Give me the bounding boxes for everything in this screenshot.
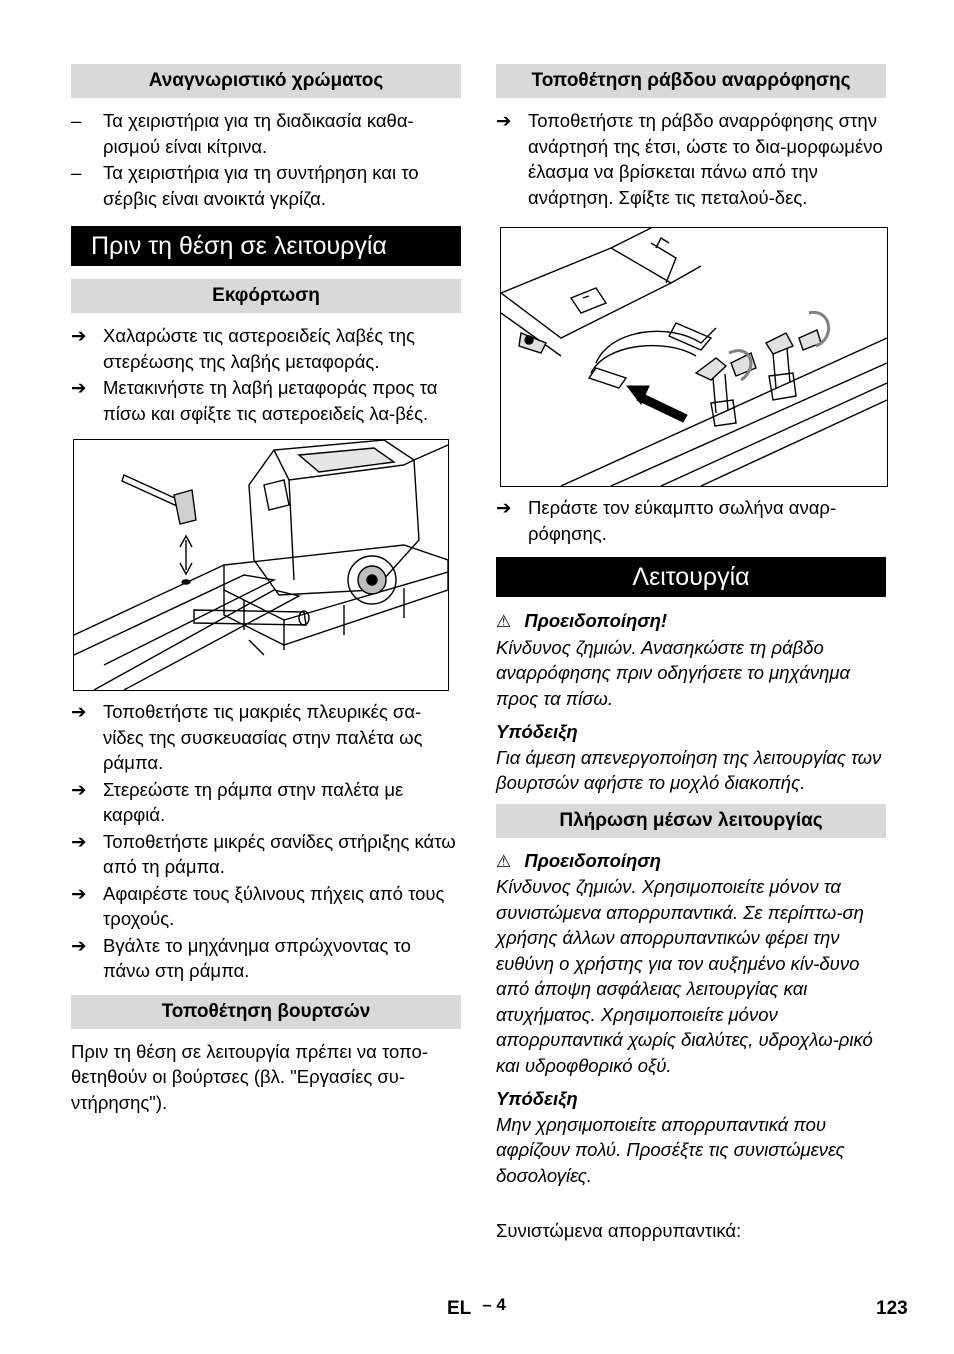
arrow-icon: ➔ (71, 325, 87, 346)
list-item: – Τα χειριστήρια για τη συντήρηση και το σέρβις είναι ανοικτά γκρίζα. (71, 162, 419, 209)
section-heading-install-brushes: Τοποθέτηση βουρτσών (71, 995, 461, 1029)
warning-label: Προειδοποίηση (524, 849, 661, 871)
chapter-heading-operation: Λειτουργία (496, 557, 886, 597)
warning-icon: ⚠ (496, 851, 512, 871)
suction-bar-steps-b (496, 495, 886, 546)
figure-suction-bar (500, 227, 888, 487)
unloading-steps-a (71, 323, 461, 426)
figure-unloading-ramp (73, 439, 449, 691)
section-page: – 4 (482, 1295, 506, 1314)
warning-icon: ⚠ (496, 612, 512, 631)
section-heading-fill-consumables: Πλήρωση μέσων λειτουργίας (496, 804, 886, 838)
list-item: ➔ Περάστε τον εύκαμπτο σωλήνα αναρ-ρόφησης. (496, 497, 837, 544)
arrow-icon: ➔ (496, 497, 512, 518)
list-item: ➔ Τοποθετήστε μικρές σανίδες στήριξης κάτω από τη ράμπα. (71, 830, 456, 877)
list-item: ➔ Βγάλτε το μηχάνημα σπρώχνοντας το πάνω στη ράμπα. (71, 934, 411, 981)
chapter-heading-before-startup: Πριν τη θέση σε λειτουργία (71, 226, 461, 266)
section-heading-color-id: Αναγνωριστικό χρώματος (71, 64, 461, 98)
suction-bar-steps-a (496, 108, 886, 210)
warning-text: Κίνδυνος ζημιών. Χρησιμοποιείτε μόνον τα συνιστώμενα απορρυπαντικά. Σε περίπτω-ση χρήσης άλλων απορρυπαντικών φέρει την ευθύνη ο χρήστης για τον αυξημένο κίν-δυνο από άποψη ασφάλειας λειτουργίας και ατυχήματος. Χρησιμοποιείτε μόνον απορρυπαντικά χωρίς διαλύτες, υδροχλω-ρικό και υδροφθορικό οξύ. (496, 876, 873, 1076)
list-item: ➔ Αφαιρέστε τους ξύλινους πήχεις από τους τροχούς. (71, 882, 445, 929)
recommended-detergents-label: Συνιστώμενα απορρυπαντικά: (496, 1220, 742, 1241)
right-column (496, 64, 886, 1252)
list-item: – Τα χειριστήρια για τη διαδικασία καθα-ρισμού είναι κίτρινα. (71, 110, 414, 157)
note-label: Υπόδειξη (496, 721, 578, 742)
language-code: EL (447, 1298, 471, 1319)
section-heading-unloading: Εκφόρτωση (71, 279, 461, 313)
arrow-icon: ➔ (71, 377, 87, 398)
dash-marker: – (71, 162, 82, 183)
arrow-icon: ➔ (496, 110, 512, 131)
note-text: Μην χρησιμοποιείτε απορρυπαντικά που αφρίζουν πολύ. Προσέξτε τις συνιστώμενες δοσολογίες. (496, 1113, 845, 1186)
list-item: ➔ Χαλαρώστε τις αστεροειδείς λαβές της στερέωσης της λαβής μεταφοράς. (71, 325, 415, 372)
footer-lang (447, 1296, 506, 1322)
warning-text: Κίνδυνος ζημιών. Ανασηκώστε τη ράβδο αναρρόφησης πριν οδηγήσετε το μηχάνημα προς τα πίσω. (496, 636, 851, 709)
section-heading-install-suction-bar: Τοποθέτηση ράβδου αναρρόφησης (496, 64, 886, 98)
warning-1 (496, 608, 886, 635)
note-label: Υπόδειξη (496, 1088, 578, 1109)
page-number: 123 (876, 1298, 908, 1319)
list-item: ➔ Στερεώστε τη ράμπα στην παλέτα με καρφιά. (71, 778, 404, 825)
warning-label: Προειδοποίηση! (524, 610, 668, 631)
left-column (71, 64, 461, 1123)
arrow-icon: ➔ (71, 701, 87, 722)
note-text: Για άμεση απενεργοποίηση της λειτουργίας των βουρτσών αφήστε το μοχλό διακοπής. (496, 746, 882, 793)
list-item: ➔ Τοποθετήστε τις μακριές πλευρικές σα-νίδες της συσκευασίας στην παλέτα ως ράμπα. (71, 701, 423, 773)
list-item: ➔ Τοποθετήστε τη ράβδο αναρρόφησης στην ανάρτησή της έτσι, ώστε το δια-μορφωμένο έλασμα να βρίσκεται πάνω από την ανάρτηση. Σφίξτε τις πεταλού-δες. (496, 110, 883, 208)
warning-2 (496, 848, 886, 875)
color-id-list (71, 108, 461, 211)
arrow-icon: ➔ (71, 778, 87, 800)
arrow-icon: ➔ (71, 830, 87, 852)
install-brushes-text: Πριν τη θέση σε λειτουργία πρέπει να τοπο-θετηθούν οι βούρτσες (βλ. "Εργασίες συ-ντήρησης"). (71, 1040, 428, 1113)
unloading-steps-b (71, 699, 461, 984)
dash-marker: – (71, 110, 82, 131)
arrow-icon: ➔ (71, 934, 87, 956)
list-item: ➔ Μετακινήστε τη λαβή μεταφοράς προς τα πίσω και σφίξτε τις αστεροειδείς λα-βές. (71, 377, 438, 424)
arrow-icon: ➔ (71, 882, 87, 904)
